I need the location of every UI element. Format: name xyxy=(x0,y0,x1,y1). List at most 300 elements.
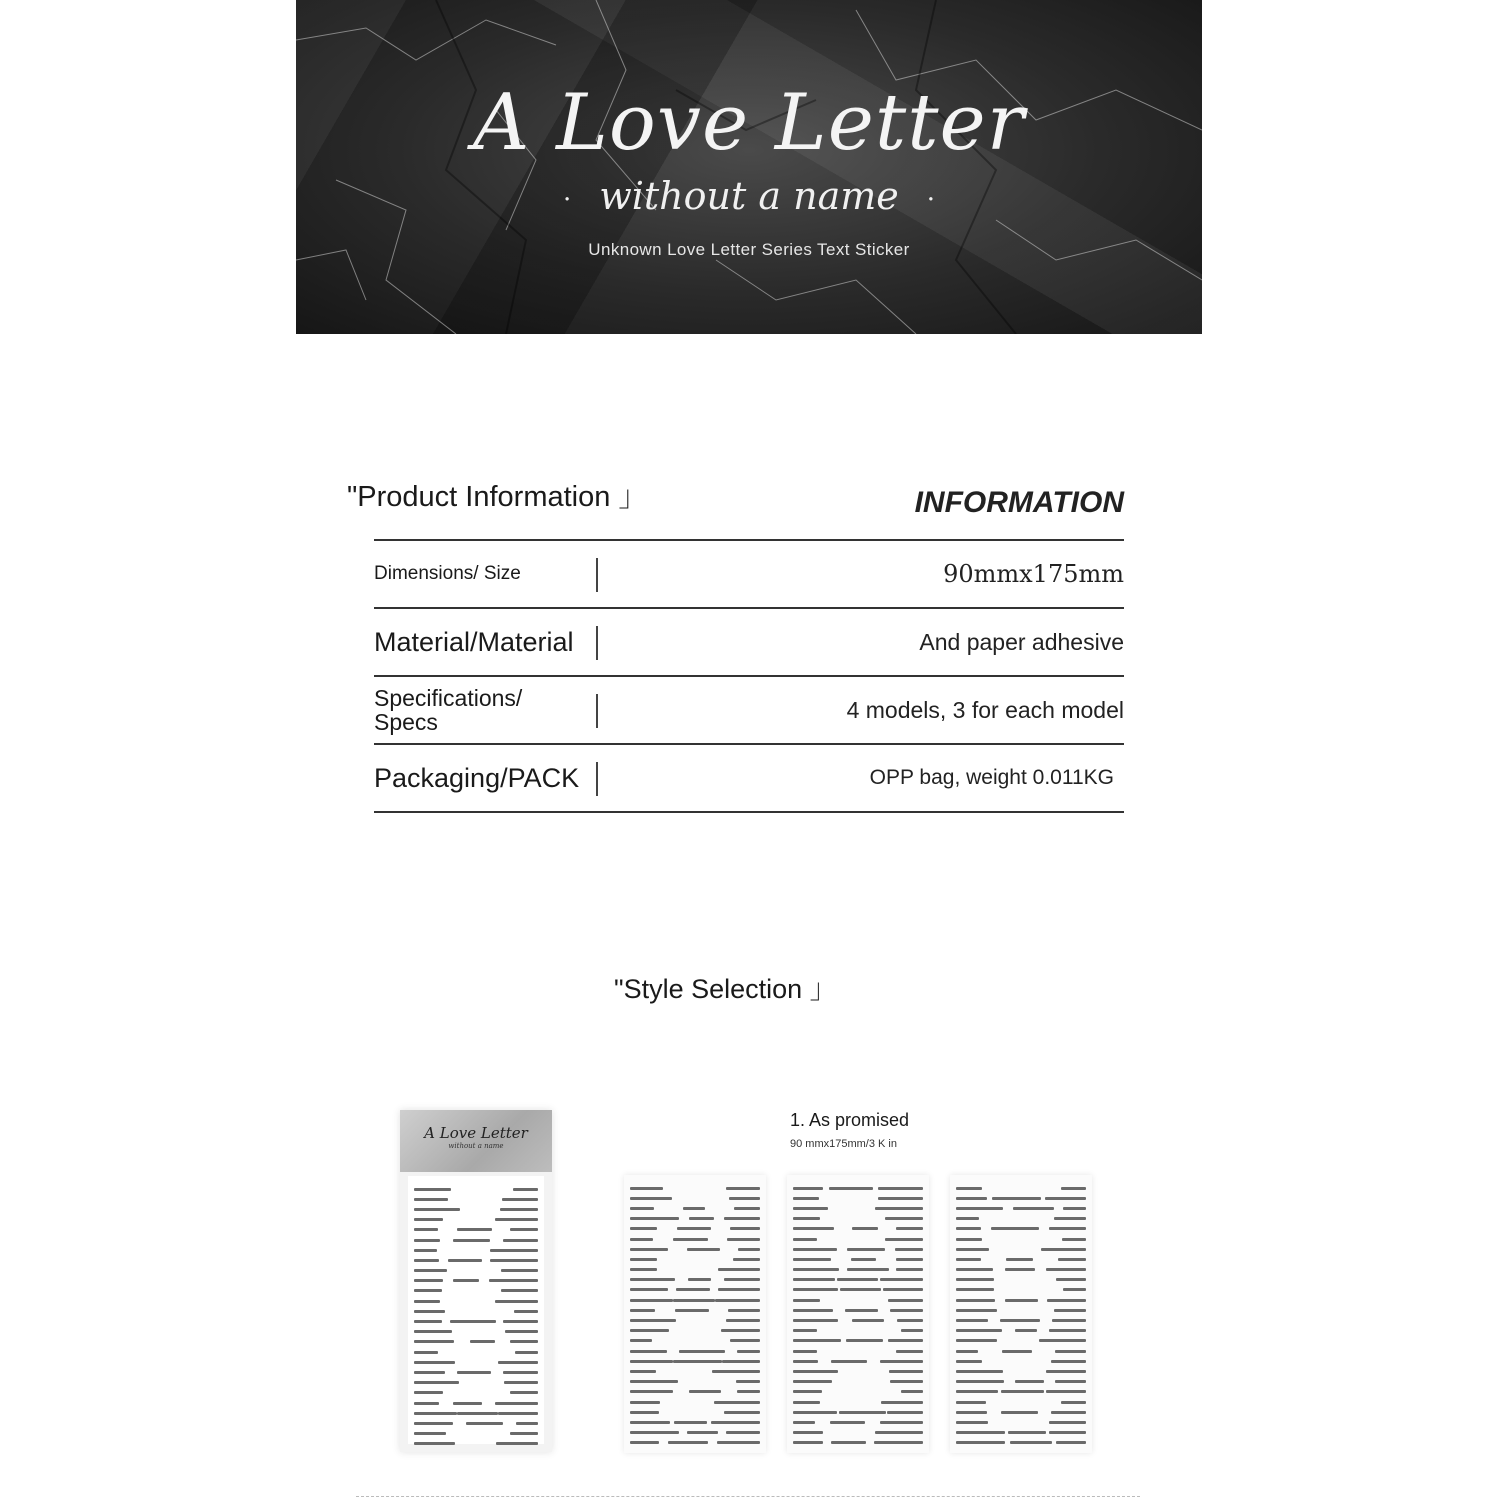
model-dimensions: 90 mmx175mm/3 K in xyxy=(790,1138,897,1150)
word-mark xyxy=(675,1309,709,1312)
word-mark xyxy=(846,1339,883,1342)
word-mark xyxy=(875,1431,923,1434)
word-mark xyxy=(831,1360,867,1363)
word-mark xyxy=(851,1258,876,1261)
word-mark xyxy=(721,1329,760,1332)
word-mark xyxy=(630,1217,679,1220)
word-mark xyxy=(453,1279,479,1282)
text-line xyxy=(414,1408,538,1418)
text-line xyxy=(414,1316,538,1326)
word-mark xyxy=(726,1431,760,1434)
word-mark xyxy=(793,1268,839,1271)
word-mark xyxy=(793,1360,818,1363)
word-mark xyxy=(630,1319,676,1322)
word-mark xyxy=(793,1411,837,1414)
word-mark xyxy=(992,1197,1041,1200)
word-mark xyxy=(630,1390,673,1393)
text-line xyxy=(956,1315,1086,1325)
word-mark xyxy=(450,1320,496,1323)
text-line xyxy=(956,1224,1086,1234)
word-mark xyxy=(875,1207,923,1210)
word-mark xyxy=(896,1268,923,1271)
text-line xyxy=(956,1214,1086,1224)
word-mark xyxy=(956,1411,987,1414)
text-line xyxy=(956,1438,1086,1448)
text-line xyxy=(414,1429,538,1439)
word-mark xyxy=(630,1421,670,1424)
word-mark xyxy=(793,1431,823,1434)
word-mark xyxy=(1001,1390,1044,1393)
word-mark xyxy=(852,1319,884,1322)
info-key: Material/Material xyxy=(374,626,574,657)
word-mark xyxy=(793,1197,819,1200)
text-line xyxy=(793,1336,923,1346)
text-line xyxy=(414,1378,538,1388)
word-mark xyxy=(516,1422,538,1425)
text-line xyxy=(630,1346,760,1356)
sticker-text-lines xyxy=(956,1183,1086,1448)
word-mark xyxy=(630,1431,679,1434)
word-mark xyxy=(852,1227,878,1230)
word-mark xyxy=(714,1401,760,1404)
text-line xyxy=(793,1326,923,1336)
text-line xyxy=(630,1183,760,1193)
text-line xyxy=(793,1203,923,1213)
text-line xyxy=(793,1193,923,1203)
word-mark xyxy=(711,1421,760,1424)
word-mark xyxy=(1045,1197,1086,1200)
word-mark xyxy=(1015,1380,1044,1383)
word-mark xyxy=(887,1411,923,1414)
word-mark xyxy=(1054,1217,1086,1220)
word-mark xyxy=(466,1422,503,1425)
word-mark xyxy=(673,1299,716,1302)
text-line xyxy=(414,1225,538,1235)
word-mark xyxy=(414,1381,459,1384)
model-title: 1. As promised xyxy=(790,1110,910,1130)
word-mark xyxy=(839,1411,886,1414)
info-value: 4 models, 3 for each model xyxy=(846,696,1124,723)
word-mark xyxy=(414,1279,443,1282)
word-mark xyxy=(414,1269,447,1272)
text-line xyxy=(956,1193,1086,1203)
word-mark xyxy=(956,1431,1005,1434)
word-mark xyxy=(712,1370,760,1373)
word-mark xyxy=(414,1300,440,1303)
word-mark xyxy=(901,1390,923,1393)
word-mark xyxy=(724,1278,760,1281)
word-mark xyxy=(1013,1207,1054,1210)
word-mark xyxy=(683,1207,705,1210)
text-line xyxy=(630,1193,760,1203)
word-mark xyxy=(677,1227,711,1230)
text-line xyxy=(414,1276,538,1286)
text-line xyxy=(956,1417,1086,1427)
word-mark xyxy=(674,1421,707,1424)
text-line xyxy=(630,1417,760,1427)
word-mark xyxy=(414,1330,452,1333)
text-line xyxy=(414,1235,538,1245)
bottom-divider xyxy=(356,1496,1140,1497)
word-mark xyxy=(1058,1258,1086,1261)
word-mark xyxy=(874,1441,923,1444)
word-mark xyxy=(505,1330,538,1333)
word-mark xyxy=(847,1248,885,1251)
word-mark xyxy=(414,1208,460,1211)
text-line xyxy=(630,1366,760,1376)
word-mark xyxy=(738,1248,760,1251)
word-mark xyxy=(1047,1299,1086,1302)
banner-title: A Love Letter xyxy=(473,78,1025,168)
word-mark xyxy=(885,1217,923,1220)
word-mark xyxy=(1063,1288,1086,1291)
word-mark xyxy=(793,1370,838,1373)
sticker-text-lines xyxy=(793,1183,923,1448)
word-mark xyxy=(414,1320,442,1323)
word-mark xyxy=(630,1339,652,1342)
text-line xyxy=(793,1407,923,1417)
word-mark xyxy=(793,1390,822,1393)
word-mark xyxy=(630,1401,660,1404)
word-mark xyxy=(956,1227,981,1230)
text-line xyxy=(414,1418,538,1428)
word-mark xyxy=(883,1288,923,1291)
word-mark xyxy=(956,1319,988,1322)
text-line xyxy=(630,1428,760,1438)
info-row-material xyxy=(374,607,1124,675)
product-info-table xyxy=(374,539,1124,813)
info-value: And paper adhesive xyxy=(919,628,1124,655)
word-mark xyxy=(718,1268,760,1271)
word-mark xyxy=(793,1319,838,1322)
text-line xyxy=(956,1295,1086,1305)
text-line xyxy=(630,1377,760,1387)
decorative-dot: · xyxy=(562,184,572,215)
text-line xyxy=(956,1387,1086,1397)
word-mark xyxy=(896,1258,923,1261)
text-line xyxy=(414,1367,538,1377)
word-mark xyxy=(956,1441,1005,1444)
word-mark xyxy=(956,1370,1003,1373)
word-mark xyxy=(502,1198,538,1201)
word-mark xyxy=(687,1431,718,1434)
word-mark xyxy=(890,1380,923,1383)
word-mark xyxy=(630,1227,657,1230)
word-mark xyxy=(737,1350,760,1353)
sticker-sheet-2 xyxy=(787,1175,929,1453)
text-line xyxy=(793,1377,923,1387)
word-mark xyxy=(414,1412,457,1415)
text-line xyxy=(956,1305,1086,1315)
text-line xyxy=(414,1439,538,1449)
word-mark xyxy=(730,1339,760,1342)
word-mark xyxy=(726,1319,760,1322)
text-line xyxy=(793,1438,923,1448)
text-line xyxy=(956,1428,1086,1438)
text-line xyxy=(630,1295,760,1305)
text-line xyxy=(414,1388,538,1398)
word-mark xyxy=(847,1268,889,1271)
word-mark xyxy=(956,1339,997,1342)
text-line xyxy=(956,1356,1086,1366)
word-mark xyxy=(453,1402,482,1405)
word-mark xyxy=(630,1441,659,1444)
word-mark xyxy=(630,1288,668,1291)
text-line xyxy=(956,1346,1086,1356)
text-line xyxy=(414,1286,538,1296)
word-mark xyxy=(498,1361,538,1364)
text-line xyxy=(793,1417,923,1427)
word-mark xyxy=(901,1329,923,1332)
text-line xyxy=(793,1244,923,1254)
word-mark xyxy=(414,1391,443,1394)
word-mark xyxy=(489,1279,538,1282)
word-mark xyxy=(1051,1411,1086,1414)
info-row-specifications xyxy=(374,675,1124,743)
word-mark xyxy=(503,1371,538,1374)
text-line xyxy=(630,1438,760,1448)
text-line xyxy=(630,1244,760,1254)
word-mark xyxy=(956,1207,1003,1210)
word-mark xyxy=(457,1228,492,1231)
text-line xyxy=(956,1183,1086,1193)
word-mark xyxy=(668,1441,708,1444)
word-mark xyxy=(630,1248,668,1251)
word-mark xyxy=(956,1360,982,1363)
word-mark xyxy=(495,1402,538,1405)
word-mark xyxy=(793,1401,820,1404)
text-line xyxy=(956,1336,1086,1346)
word-mark xyxy=(730,1227,760,1230)
word-mark xyxy=(718,1288,760,1291)
word-mark xyxy=(498,1412,538,1415)
word-mark xyxy=(956,1329,1002,1332)
word-mark xyxy=(504,1381,538,1384)
word-mark xyxy=(881,1401,923,1404)
package-image xyxy=(400,1110,552,1452)
word-mark xyxy=(501,1289,538,1292)
word-mark xyxy=(414,1218,443,1221)
text-line xyxy=(956,1366,1086,1376)
word-mark xyxy=(956,1421,988,1424)
word-mark xyxy=(687,1248,720,1251)
text-line xyxy=(956,1244,1086,1254)
word-mark xyxy=(1049,1421,1086,1424)
text-line xyxy=(793,1285,923,1295)
word-mark xyxy=(514,1310,538,1313)
info-row-packaging xyxy=(374,743,1124,813)
word-mark xyxy=(897,1319,923,1322)
text-line xyxy=(630,1275,760,1285)
word-mark xyxy=(896,1350,923,1353)
text-line xyxy=(414,1398,538,1408)
word-mark xyxy=(503,1320,538,1323)
text-line xyxy=(956,1377,1086,1387)
text-line xyxy=(956,1265,1086,1275)
word-mark xyxy=(840,1288,881,1291)
hero-banner xyxy=(296,0,1202,334)
text-line xyxy=(414,1204,538,1214)
text-line xyxy=(630,1265,760,1275)
word-mark xyxy=(793,1258,831,1261)
word-mark xyxy=(1055,1380,1086,1383)
text-line xyxy=(414,1255,538,1265)
text-line xyxy=(793,1275,923,1285)
word-mark xyxy=(956,1288,994,1291)
word-mark xyxy=(890,1309,923,1312)
text-line xyxy=(793,1224,923,1234)
word-mark xyxy=(715,1299,760,1302)
banner-subtitle xyxy=(296,174,1202,218)
word-mark xyxy=(1046,1268,1086,1271)
word-mark xyxy=(414,1340,454,1343)
word-mark xyxy=(733,1258,760,1261)
information-label: INFORMATION xyxy=(914,486,1124,519)
text-line xyxy=(793,1214,923,1224)
decorative-dot: · xyxy=(926,184,936,215)
word-mark xyxy=(793,1309,833,1312)
word-mark xyxy=(724,1217,760,1220)
word-mark xyxy=(837,1278,878,1281)
text-line xyxy=(793,1295,923,1305)
text-line xyxy=(414,1266,538,1276)
word-mark xyxy=(956,1238,982,1241)
word-mark xyxy=(414,1289,442,1292)
text-line xyxy=(414,1245,538,1255)
word-mark xyxy=(793,1217,820,1220)
info-row-dimensions xyxy=(374,539,1124,607)
text-line xyxy=(630,1234,760,1244)
word-mark xyxy=(673,1360,722,1363)
word-mark xyxy=(793,1441,823,1444)
word-mark xyxy=(673,1238,708,1241)
word-mark xyxy=(734,1207,760,1210)
text-line xyxy=(414,1337,538,1347)
word-mark xyxy=(793,1187,823,1190)
word-mark xyxy=(457,1371,491,1374)
word-mark xyxy=(793,1339,841,1342)
info-value: 90mmx175mm xyxy=(943,560,1124,588)
word-mark xyxy=(503,1239,538,1242)
text-line xyxy=(793,1397,923,1407)
word-mark xyxy=(793,1207,828,1210)
word-mark xyxy=(1046,1390,1086,1393)
word-mark xyxy=(956,1278,994,1281)
banner-caption: Unknown Love Letter Series Text Sticker xyxy=(588,240,910,259)
word-mark xyxy=(956,1401,986,1404)
word-mark xyxy=(793,1248,837,1251)
word-mark xyxy=(457,1412,498,1415)
sticker-text-lines xyxy=(414,1184,538,1449)
word-mark xyxy=(689,1390,721,1393)
word-mark xyxy=(793,1278,835,1281)
word-mark xyxy=(956,1248,989,1251)
word-mark xyxy=(414,1249,437,1252)
word-mark xyxy=(510,1391,538,1394)
banner-subtitle-text: without a name xyxy=(599,174,899,218)
word-mark xyxy=(448,1259,482,1262)
text-line xyxy=(630,1305,760,1315)
word-mark xyxy=(1049,1431,1086,1434)
word-mark xyxy=(453,1239,490,1242)
text-line xyxy=(956,1275,1086,1285)
text-line xyxy=(630,1315,760,1325)
word-mark xyxy=(1052,1319,1086,1322)
product-info-heading: "Product Information 」 xyxy=(347,481,648,513)
word-mark xyxy=(510,1228,538,1231)
word-mark xyxy=(496,1442,538,1445)
word-mark xyxy=(956,1197,987,1200)
word-mark xyxy=(414,1310,445,1313)
word-mark xyxy=(956,1187,982,1190)
word-mark xyxy=(956,1299,995,1302)
word-mark xyxy=(490,1259,538,1262)
text-line xyxy=(630,1203,760,1213)
text-line xyxy=(793,1346,923,1356)
word-mark xyxy=(888,1339,923,1342)
text-line xyxy=(793,1428,923,1438)
word-mark xyxy=(1041,1248,1086,1251)
word-mark xyxy=(1006,1258,1033,1261)
word-mark xyxy=(1015,1329,1037,1332)
text-line xyxy=(414,1347,538,1357)
word-mark xyxy=(880,1360,923,1363)
word-mark xyxy=(1005,1299,1038,1302)
text-line xyxy=(630,1254,760,1264)
word-mark xyxy=(630,1350,667,1353)
word-mark xyxy=(630,1411,659,1414)
text-line xyxy=(414,1306,538,1316)
word-mark xyxy=(956,1350,978,1353)
word-mark xyxy=(630,1299,673,1302)
info-value: OPP bag, weight 0.011KG xyxy=(869,766,1114,789)
word-mark xyxy=(414,1351,438,1354)
word-mark xyxy=(793,1238,817,1241)
word-mark xyxy=(510,1340,538,1343)
text-line xyxy=(956,1254,1086,1264)
divider xyxy=(596,626,598,660)
word-mark xyxy=(1056,1441,1086,1444)
word-mark xyxy=(722,1360,760,1363)
word-mark xyxy=(736,1380,760,1383)
text-line xyxy=(793,1183,923,1193)
word-mark xyxy=(676,1288,710,1291)
word-mark xyxy=(414,1371,445,1374)
word-mark xyxy=(495,1300,538,1303)
word-mark xyxy=(1055,1350,1086,1353)
text-line xyxy=(630,1336,760,1346)
word-mark xyxy=(991,1227,1039,1230)
word-mark xyxy=(630,1309,655,1312)
text-line xyxy=(414,1215,538,1225)
sticker-sheet-3 xyxy=(950,1175,1092,1453)
info-key: Packaging/PACK xyxy=(374,762,580,793)
style-selection-heading: "Style Selection 」 xyxy=(614,974,837,1004)
text-line xyxy=(630,1285,760,1295)
word-mark xyxy=(896,1227,923,1230)
word-mark xyxy=(1008,1431,1046,1434)
word-mark xyxy=(729,1197,760,1200)
word-mark xyxy=(737,1390,760,1393)
word-mark xyxy=(495,1218,538,1221)
text-line xyxy=(630,1356,760,1366)
divider xyxy=(596,762,598,796)
word-mark xyxy=(490,1249,538,1252)
word-mark xyxy=(956,1309,997,1312)
word-mark xyxy=(717,1441,760,1444)
word-mark xyxy=(1005,1268,1035,1271)
word-mark xyxy=(895,1248,923,1251)
